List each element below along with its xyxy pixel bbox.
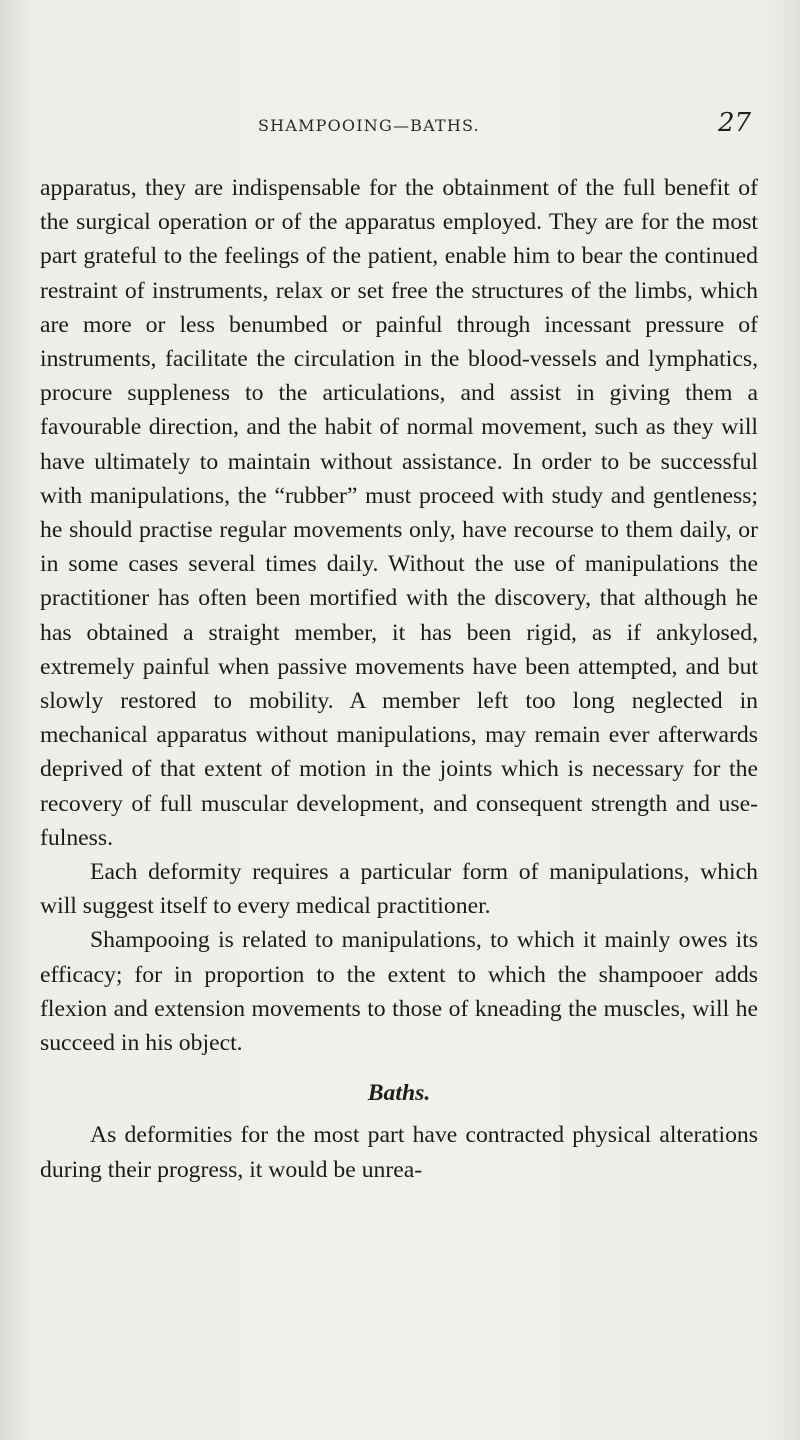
section-heading-baths: Baths. bbox=[367, 1080, 431, 1107]
running-head bbox=[0, 108, 800, 144]
paragraph-shampooing: Shampooing is related to manipulations, to which it mainly owes its efficacy; for in proportion to the extent to which the shampooer adds flexion and extension movements to those of kneading the muscles, will he succeed in his object. bbox=[40, 927, 758, 1057]
paragraph-apparatus: apparatus, they are indispensable for the obtainment of the full benefit of the surgical operation or of the apparatus employed. They are for the most part grateful to the feelings of the patient, enable him to bear the continued restraint of instruments, relax or set free the structures of the limbs, which are more or less benumbed or painful through incessant pressure of instruments, facilitate the circulation in the blood-vessels and lymphatics, procure suppleness to the articulations, and assist in giving them a favourable direction, and the habit of normal movement, such as they will have ultimately to maintain without assistance. In order to be successful with manipulations, the “rubber” must proceed with study and gentleness; he should practise regular movements only, have recourse to them daily, or in some cases several times daily. Without the use of manipulations the practitioner has often been mortified with the discovery, that although he has obtained a straight member, it has been rigid, as if ankylosed, extremely painful when passive movements have been attempted, and but slowly restored to mobility. A member left too long neglected in mechanical apparatus without manipulations, may remain ever afterwards deprived of that extent of motion in the joints which is necessary for the recovery of full muscular development, and consequent strength and usefulness. bbox=[40, 175, 758, 851]
running-title: SHAMPOOING—BATHS. bbox=[258, 116, 480, 135]
paragraph-baths: As deformities for the most part have contracted physical alterations during their progress, it would be unrea- bbox=[40, 1122, 758, 1183]
body-text bbox=[40, 171, 758, 1187]
paragraph-deformity: Each deformity requires a particular form of manipulations, which will suggest itself to every medical practitioner. bbox=[40, 859, 758, 920]
page-number: 27 bbox=[718, 108, 752, 138]
